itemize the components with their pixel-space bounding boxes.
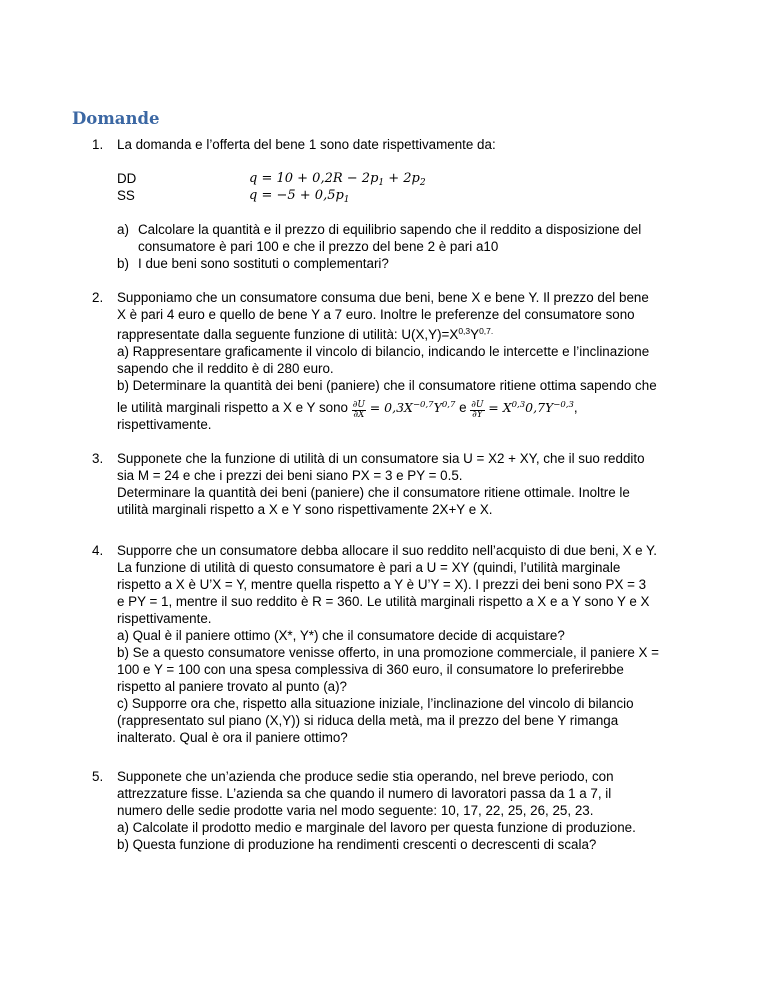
ss-label: SS (117, 188, 135, 203)
question-number: 1. (92, 137, 104, 152)
sub-question-b: b) I due beni sono sostituti o complementari? (117, 256, 389, 271)
document-page: Domande 1. La domanda e l’offerta del bene 1 sono date rispettivamente da: DD $q = 10 + 0,2R - 2p_1 + 2p_2$ SS $q = -5 + 0,5p_1$ a) Calcolare la quantità e il prezzo di equilibrio sapendo che il reddito a disposizione del consumatore è pari 100 e che il prezzo del bene 2 è pari a10 b) I due beni sono sostituti o complementari? 2. Supponiamo che un consumatore consuma due beni, bene X e bene Y. Il prezzo del bene X è pari 4 euro e quello de bene Y a 7 euro. Inoltre le preferenze del consumatore sono rappresentate dalla seguente funzione di utilità: $U(X,Y)=X^{0,3}Y^{0,7.}$ a) Rappresentare graficamente il vincolo di bilancio, indicando le intercette e l’inclinazione sapendo che il reddito è di 280 euro. b) Determinare la quantità dei beni (paniere) che il consumatore ritiene ottima sapendo che le utilità marginali rispetto a X e Y sono $\frac{\partial U}{\partial X}$ = $0,3X^{-0,7}Y^{0,7}$ e $\frac{\partial U}{\partial Y}$ = $X^{0,3}0,7Y^{-0,3}$, rispettivamente. 3. Supponete che la funzione di utilità di un consumatore sia U = X2 + XY, che il suo reddito sia M = 24 e che i prezzi dei beni siano PX = 3 e PY = 0.5. Determinare la quantità dei beni (paniere) che il consumatore ritiene ottimale. Inoltre le utilità marginali rispetto a X e Y sono rispettivamente 2X+Y e X. 4. Supporre che un consumatore debba allocare il suo reddito nell’acquisto di due beni, X e Y. La funzione di utilità di questo consumatore è pari a U = XY (quindi, l’utilità marginale rispetto a X è U’X = Y, mentre quella rispetto a Y è U’Y = X). I prezzi dei beni sono PX = 3 e PY = 1, mentre il suo reddito è R = 360. Le utilità marginali rispetto a X e a Y sono Y e X rispettivamente. a) Qual è il paniere ottimo (X*, Y*) che il consumatore decide di acquistare? b) Se a questo consumatore venisse offerto, in una promozione commerciale, il paniere X = 100 e Y = 100 con una spesa complessiva di 360 euro, il consumatore lo preferirebbe rispetto al paniere trovato al punto (a)? c) Supporre ora che, rispetto alla situazione iniziale, l’inclinazione del vincolo di bilancio (rappresentato sul piano (X,Y)) si riduca della metà, ma il prezzo del bene Y rimanga inalterato. Qual è ora il paniere ottimo? 5. Supponete che un’azienda che produce sedie stia operando, nel breve periodo, con attrezzature fisse. L’azienda sa che quando il numero di lavoratori passa da 1 a 7, il numero delle sedie prodotte varia nel modo seguente: 10, 17, 22, 25, 26, 25, 23. a) Calcolate il prodotto medio e marginale del lavoro per questa funzione di produzione. b) Questa funzione di produzione ha rendimenti crescenti o decrescenti di scala? (0, 0, 768, 994)
question-number: 2. (92, 290, 104, 305)
section-heading: Domande (72, 109, 160, 128)
ss-formula: q = −5 + 0,5p (249, 188, 344, 203)
marginal-utility-line: le utilità marginali rispetto a X e Y sono $\frac{\partial U}{\partial X}$ = $0,3X^{-0,7}Y^{0,7}$ e $\frac{\partial U}{\partial Y}$ = $X^{0,3}0,7Y^{-0,3}$, (117, 400, 578, 420)
question-number: 5. (92, 769, 104, 784)
question-number: 4. (92, 543, 104, 558)
partial-derivative-y: $\frac{\partial U}{\partial Y}$ (471, 400, 484, 420)
sub-question-a: a) Calcolare la quantità e il prezzo di equilibrio sapendo che il reddito a disposizione del consumatore è pari 100 e che il prezzo del bene 2 è pari a10 (117, 222, 642, 254)
dd-formula: q = 10 + 0,2R − 2p (249, 171, 379, 186)
dd-label: DD (117, 171, 137, 186)
supply-equation: SS $q = -5 + 0,5p_1$ (117, 188, 350, 205)
question-number: 3. (92, 451, 104, 466)
demand-equation: DD $q = 10 + 0,2R - 2p_1 + 2p_2$ (117, 171, 426, 188)
question-text: La domanda e l’offerta del bene 1 sono date rispettivamente da: (117, 137, 496, 152)
partial-derivative-x: $\frac{\partial U}{\partial X}$ (352, 400, 365, 420)
